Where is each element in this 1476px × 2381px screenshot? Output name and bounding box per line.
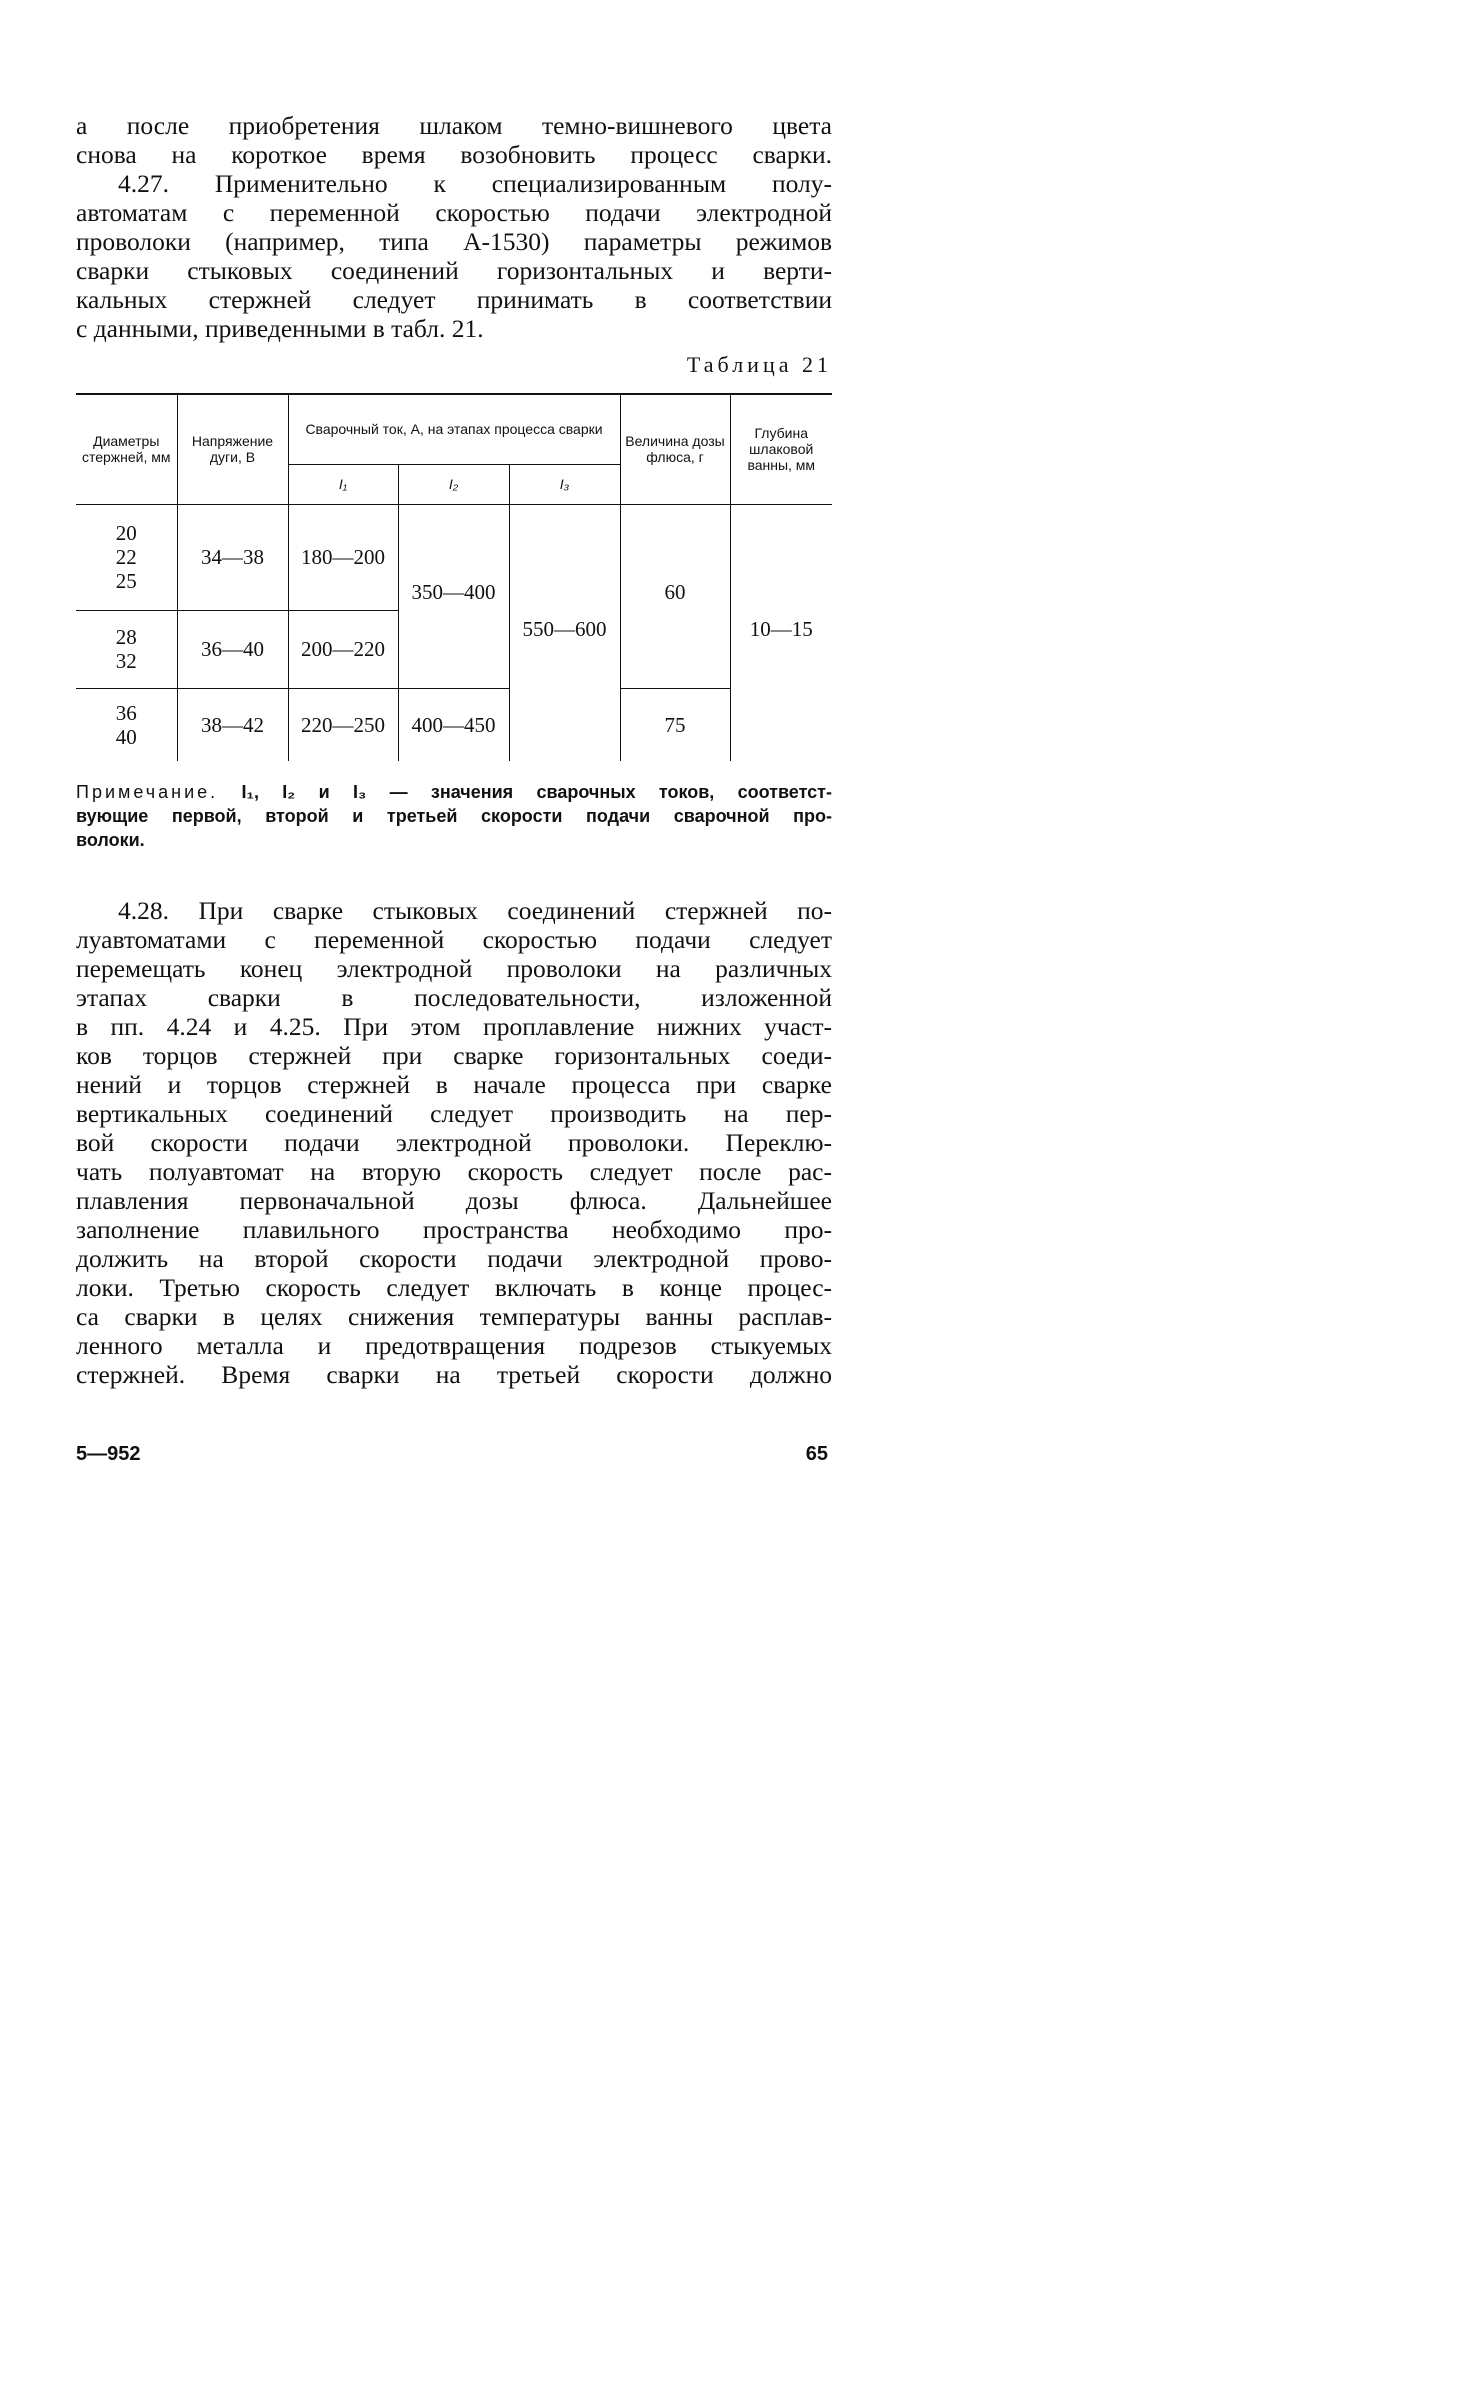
cell-diameters-2: 28 32 bbox=[76, 610, 177, 688]
cell-i1-2: 200—220 bbox=[288, 610, 398, 688]
welding-parameters-table bbox=[76, 393, 832, 761]
cell-voltage-3: 38—42 bbox=[177, 688, 288, 761]
text-line: ленного металла и предотвращения подрезов стыкуемых bbox=[76, 1331, 832, 1360]
header-i1: I₁ bbox=[288, 464, 398, 504]
cell-i1-1: 180—200 bbox=[288, 504, 398, 610]
text-line: локи. Третью скорость следует включать в конце процес- bbox=[76, 1273, 832, 1302]
note-line: волоки. bbox=[76, 830, 145, 850]
text-line: снова на короткое время возобновить процесс сварки. bbox=[76, 140, 832, 169]
cell-flux-12: 60 bbox=[620, 504, 730, 688]
text-line: са сварки в целях снижения температуры ванны расплав- bbox=[76, 1302, 832, 1331]
text-line: 4.28. При сварке стыковых соединений стержней по- bbox=[118, 896, 832, 925]
note-label: Примечание. bbox=[76, 782, 219, 802]
header-voltage: Напряжение дуги, В bbox=[177, 394, 288, 504]
header-flux: Величина дозы флюса, г bbox=[620, 394, 730, 504]
cell-i2-12: 350—400 bbox=[398, 504, 509, 688]
paragraph-4-27 bbox=[76, 111, 832, 343]
cell-i1-3: 220—250 bbox=[288, 688, 398, 761]
cell-depth-123: 10—15 bbox=[730, 504, 832, 761]
text-line: перемещать конец электродной проволоки на различных bbox=[76, 954, 832, 983]
header-current-group: Сварочный ток, А, на этапах процесса сварки bbox=[288, 394, 620, 464]
text-line: а после приобретения шлаком темно-вишневого цвета bbox=[76, 111, 832, 140]
cell-flux-3: 75 bbox=[620, 688, 730, 761]
cell-diameters-3: 36 40 bbox=[115, 700, 137, 749]
note-line bbox=[76, 780, 832, 804]
text-line: вой скорости подачи электродной проволоки. Переклю- bbox=[76, 1128, 832, 1157]
text-line: должить на второй скорости подачи электродной прово- bbox=[76, 1244, 832, 1273]
cell-i2-3: 400—450 bbox=[398, 688, 509, 761]
text-line: чать полуавтомат на вторую скорость следует после рас- bbox=[76, 1157, 832, 1186]
cell-voltage-1: 34—38 bbox=[177, 504, 288, 610]
text-line: ков торцов стержней при сварке горизонтальных соеди- bbox=[76, 1041, 832, 1070]
text-line: заполнение плавильного пространства необходимо про- bbox=[76, 1215, 832, 1244]
cell-voltage-2: 36—40 bbox=[177, 610, 288, 688]
cell-diameters-1: 20 22 25 bbox=[76, 504, 177, 610]
text-line: в пп. 4.24 и 4.25. При этом проплавление нижних участ- bbox=[76, 1012, 832, 1041]
header-i3: I₃ bbox=[509, 464, 620, 504]
text-line: 4.27. Применительно к специализированным полу- bbox=[118, 169, 832, 198]
header-i2: I₂ bbox=[398, 464, 509, 504]
paragraph-4-28 bbox=[76, 896, 832, 1389]
signature-mark: 5—952 bbox=[76, 1443, 141, 1465]
text-line: вертикальных соединений следует производить на пер- bbox=[76, 1099, 832, 1128]
text-line: плавления первоначальной дозы флюса. Дальнейшее bbox=[76, 1186, 832, 1215]
page-number: 65 bbox=[805, 1443, 828, 1465]
text-line: нений и торцов стержней в начале процесса при сварке bbox=[76, 1070, 832, 1099]
text-line: автоматам с переменной скоростью подачи электродной bbox=[76, 198, 832, 227]
table-caption: Таблица 21 bbox=[686, 352, 832, 377]
note-text-1: I₁, I₂ и I₃ — значения сварочных токов, соответст- bbox=[241, 782, 832, 802]
text-line: проволоки (например, типа А-1530) параметры режимов bbox=[76, 227, 832, 256]
text-line: с данными, приведенными в табл. 21. bbox=[76, 314, 484, 343]
cell-i3-123: 550—600 bbox=[509, 504, 620, 761]
text-line: луавтоматами с переменной скоростью подачи следует bbox=[76, 925, 832, 954]
header-depth: Глубина шлаковой ванны, мм bbox=[730, 394, 832, 504]
table-note bbox=[76, 780, 832, 852]
text-line: кальных стержней следует принимать в соответствии bbox=[76, 285, 832, 314]
header-diameters: Диаметры стержней, мм bbox=[81, 433, 171, 466]
text-line: стержней. Время сварки на третьей скорости должно bbox=[76, 1360, 832, 1389]
note-line: вующие первой, второй и третьей скорости подачи сварочной про- bbox=[76, 806, 832, 826]
text-line: этапах сварки в последовательности, изложенной bbox=[76, 983, 832, 1012]
text-line: сварки стыковых соединений горизонтальных и верти- bbox=[76, 256, 832, 285]
